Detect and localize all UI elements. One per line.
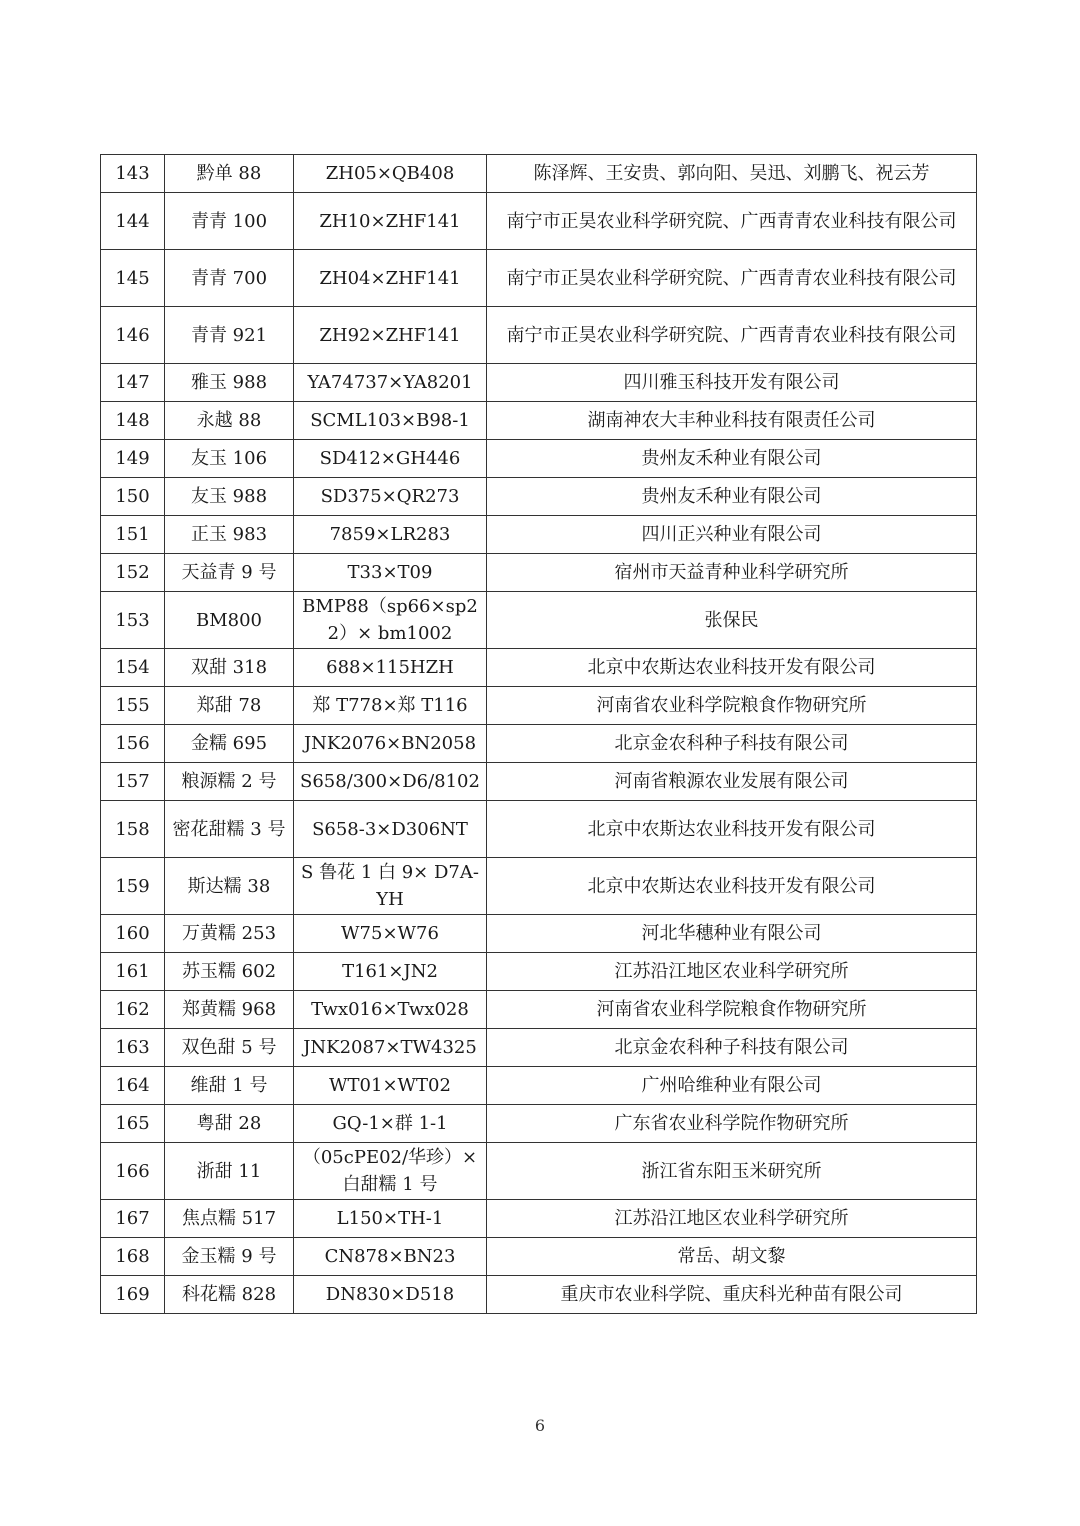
table-row bbox=[101, 516, 977, 554]
applicant-cell: 张保民 bbox=[487, 592, 977, 649]
applicant-cell: 江苏沿江地区农业科学研究所 bbox=[487, 1200, 977, 1238]
variety-name-cell: BM800 bbox=[165, 592, 294, 649]
table-row bbox=[101, 1276, 977, 1314]
row-number-cell: 147 bbox=[101, 364, 165, 402]
row-number-cell: 150 bbox=[101, 478, 165, 516]
variety-name-cell: 青青 700 bbox=[165, 250, 294, 307]
applicant-cell: 北京中农斯达农业科技开发有限公司 bbox=[487, 649, 977, 687]
variety-name-cell: 浙甜 11 bbox=[165, 1143, 294, 1200]
pedigree-cell: JNK2076×BN2058 bbox=[294, 725, 487, 763]
table-row bbox=[101, 763, 977, 801]
variety-name-cell: 粤甜 28 bbox=[165, 1105, 294, 1143]
row-number-cell: 167 bbox=[101, 1200, 165, 1238]
pedigree-cell: YA74737×YA8201 bbox=[294, 364, 487, 402]
applicant-cell: 贵州友禾种业有限公司 bbox=[487, 440, 977, 478]
table-row bbox=[101, 554, 977, 592]
variety-name-cell: 金糯 695 bbox=[165, 725, 294, 763]
row-number-cell: 162 bbox=[101, 991, 165, 1029]
table-row bbox=[101, 402, 977, 440]
row-number-cell: 155 bbox=[101, 687, 165, 725]
row-number-cell: 169 bbox=[101, 1276, 165, 1314]
table-row bbox=[101, 1143, 977, 1200]
pedigree-cell: L150×TH-1 bbox=[294, 1200, 487, 1238]
pedigree-cell: ZH05×QB408 bbox=[294, 155, 487, 193]
pedigree-cell: S658-3×D306NT bbox=[294, 801, 487, 858]
table-row bbox=[101, 858, 977, 915]
variety-name-cell: 郑黄糯 968 bbox=[165, 991, 294, 1029]
pedigree-cell: DN830×D518 bbox=[294, 1276, 487, 1314]
applicant-cell: 湖南神农大丰种业科技有限责任公司 bbox=[487, 402, 977, 440]
applicant-cell: 广州哈维种业有限公司 bbox=[487, 1067, 977, 1105]
row-number-cell: 168 bbox=[101, 1238, 165, 1276]
table-row bbox=[101, 155, 977, 193]
row-number-cell: 145 bbox=[101, 250, 165, 307]
applicant-cell: 陈泽辉、王安贵、郭向阳、吴迅、刘鹏飞、祝云芳 bbox=[487, 155, 977, 193]
applicant-cell: 河南省农业科学院粮食作物研究所 bbox=[487, 687, 977, 725]
pedigree-cell: W75×W76 bbox=[294, 915, 487, 953]
row-number-cell: 159 bbox=[101, 858, 165, 915]
pedigree-cell: Twx016×Twx028 bbox=[294, 991, 487, 1029]
variety-name-cell: 永越 88 bbox=[165, 402, 294, 440]
variety-name-cell: 科花糯 828 bbox=[165, 1276, 294, 1314]
variety-table-body bbox=[101, 155, 977, 1314]
pedigree-cell: JNK2087×TW4325 bbox=[294, 1029, 487, 1067]
table-row bbox=[101, 364, 977, 402]
pedigree-cell: 688×115HZH bbox=[294, 649, 487, 687]
variety-name-cell: 金玉糯 9 号 bbox=[165, 1238, 294, 1276]
applicant-cell: 河南省粮源农业发展有限公司 bbox=[487, 763, 977, 801]
table-row bbox=[101, 1105, 977, 1143]
variety-name-cell: 双甜 318 bbox=[165, 649, 294, 687]
table-row bbox=[101, 1029, 977, 1067]
pedigree-cell: BMP88（sp66×sp22）× bm1002 bbox=[294, 592, 487, 649]
applicant-cell: 宿州市天益青种业科学研究所 bbox=[487, 554, 977, 592]
pedigree-cell: SD375×QR273 bbox=[294, 478, 487, 516]
pedigree-cell: ZH10×ZHF141 bbox=[294, 193, 487, 250]
table-row bbox=[101, 478, 977, 516]
page-number: 6 bbox=[534, 1416, 546, 1435]
applicant-cell: 北京金农科种子科技有限公司 bbox=[487, 1029, 977, 1067]
applicant-cell: 北京中农斯达农业科技开发有限公司 bbox=[487, 801, 977, 858]
row-number-cell: 153 bbox=[101, 592, 165, 649]
applicant-cell: 北京中农斯达农业科技开发有限公司 bbox=[487, 858, 977, 915]
variety-name-cell: 密花甜糯 3 号 bbox=[165, 801, 294, 858]
applicant-cell: 浙江省东阳玉米研究所 bbox=[487, 1143, 977, 1200]
variety-table bbox=[100, 154, 977, 1314]
table-row bbox=[101, 1238, 977, 1276]
variety-name-cell: 友玉 106 bbox=[165, 440, 294, 478]
applicant-cell: 北京金农科种子科技有限公司 bbox=[487, 725, 977, 763]
applicant-cell: 贵州友禾种业有限公司 bbox=[487, 478, 977, 516]
applicant-cell: 常岳、胡文黎 bbox=[487, 1238, 977, 1276]
pedigree-cell: T161×JN2 bbox=[294, 953, 487, 991]
pedigree-cell: S658/300×D6/8102 bbox=[294, 763, 487, 801]
row-number-cell: 143 bbox=[101, 155, 165, 193]
applicant-cell: 四川雅玉科技开发有限公司 bbox=[487, 364, 977, 402]
pedigree-cell: SD412×GH446 bbox=[294, 440, 487, 478]
table-row bbox=[101, 193, 977, 250]
pedigree-cell: WT01×WT02 bbox=[294, 1067, 487, 1105]
variety-name-cell: 斯达糯 38 bbox=[165, 858, 294, 915]
applicant-cell: 河北华穗种业有限公司 bbox=[487, 915, 977, 953]
pedigree-cell: T33×T09 bbox=[294, 554, 487, 592]
row-number-cell: 166 bbox=[101, 1143, 165, 1200]
row-number-cell: 146 bbox=[101, 307, 165, 364]
applicant-cell: 江苏沿江地区农业科学研究所 bbox=[487, 953, 977, 991]
row-number-cell: 154 bbox=[101, 649, 165, 687]
table-row bbox=[101, 440, 977, 478]
variety-name-cell: 青青 100 bbox=[165, 193, 294, 250]
pedigree-cell: GQ-1×群 1-1 bbox=[294, 1105, 487, 1143]
row-number-cell: 163 bbox=[101, 1029, 165, 1067]
applicant-cell: 南宁市正昊农业科学研究院、广西青青农业科技有限公司 bbox=[487, 307, 977, 364]
variety-name-cell: 维甜 1 号 bbox=[165, 1067, 294, 1105]
row-number-cell: 164 bbox=[101, 1067, 165, 1105]
applicant-cell: 南宁市正昊农业科学研究院、广西青青农业科技有限公司 bbox=[487, 250, 977, 307]
pedigree-cell: CN878×BN23 bbox=[294, 1238, 487, 1276]
variety-name-cell: 焦点糯 517 bbox=[165, 1200, 294, 1238]
variety-name-cell: 雅玉 988 bbox=[165, 364, 294, 402]
table-row bbox=[101, 649, 977, 687]
variety-name-cell: 双色甜 5 号 bbox=[165, 1029, 294, 1067]
table-row bbox=[101, 953, 977, 991]
variety-name-cell: 友玉 988 bbox=[165, 478, 294, 516]
row-number-cell: 148 bbox=[101, 402, 165, 440]
row-number-cell: 149 bbox=[101, 440, 165, 478]
table-row bbox=[101, 1200, 977, 1238]
table-row bbox=[101, 725, 977, 763]
applicant-cell: 四川正兴种业有限公司 bbox=[487, 516, 977, 554]
table-row bbox=[101, 1067, 977, 1105]
applicant-cell: 河南省农业科学院粮食作物研究所 bbox=[487, 991, 977, 1029]
table-row bbox=[101, 915, 977, 953]
row-number-cell: 165 bbox=[101, 1105, 165, 1143]
variety-name-cell: 粮源糯 2 号 bbox=[165, 763, 294, 801]
applicant-cell: 重庆市农业科学院、重庆科光种苗有限公司 bbox=[487, 1276, 977, 1314]
row-number-cell: 157 bbox=[101, 763, 165, 801]
variety-name-cell: 郑甜 78 bbox=[165, 687, 294, 725]
pedigree-cell: 郑 T778×郑 T116 bbox=[294, 687, 487, 725]
table-row bbox=[101, 307, 977, 364]
variety-name-cell: 正玉 983 bbox=[165, 516, 294, 554]
table-row bbox=[101, 687, 977, 725]
table-row bbox=[101, 250, 977, 307]
variety-name-cell: 天益青 9 号 bbox=[165, 554, 294, 592]
table-row bbox=[101, 801, 977, 858]
table-row bbox=[101, 592, 977, 649]
row-number-cell: 161 bbox=[101, 953, 165, 991]
row-number-cell: 152 bbox=[101, 554, 165, 592]
variety-name-cell: 黔单 88 bbox=[165, 155, 294, 193]
row-number-cell: 156 bbox=[101, 725, 165, 763]
variety-name-cell: 万黄糯 253 bbox=[165, 915, 294, 953]
row-number-cell: 144 bbox=[101, 193, 165, 250]
pedigree-cell: （05cPE02/华珍）× 白甜糯 1 号 bbox=[294, 1143, 487, 1200]
row-number-cell: 151 bbox=[101, 516, 165, 554]
pedigree-cell: 7859×LR283 bbox=[294, 516, 487, 554]
pedigree-cell: ZH04×ZHF141 bbox=[294, 250, 487, 307]
variety-name-cell: 青青 921 bbox=[165, 307, 294, 364]
applicant-cell: 广东省农业科学院作物研究所 bbox=[487, 1105, 977, 1143]
table-row bbox=[101, 991, 977, 1029]
pedigree-cell: SCML103×B98-1 bbox=[294, 402, 487, 440]
row-number-cell: 160 bbox=[101, 915, 165, 953]
pedigree-cell: ZH92×ZHF141 bbox=[294, 307, 487, 364]
pedigree-cell: S 鲁花 1 白 9× D7A-YH bbox=[294, 858, 487, 915]
variety-name-cell: 苏玉糯 602 bbox=[165, 953, 294, 991]
applicant-cell: 南宁市正昊农业科学研究院、广西青青农业科技有限公司 bbox=[487, 193, 977, 250]
row-number-cell: 158 bbox=[101, 801, 165, 858]
